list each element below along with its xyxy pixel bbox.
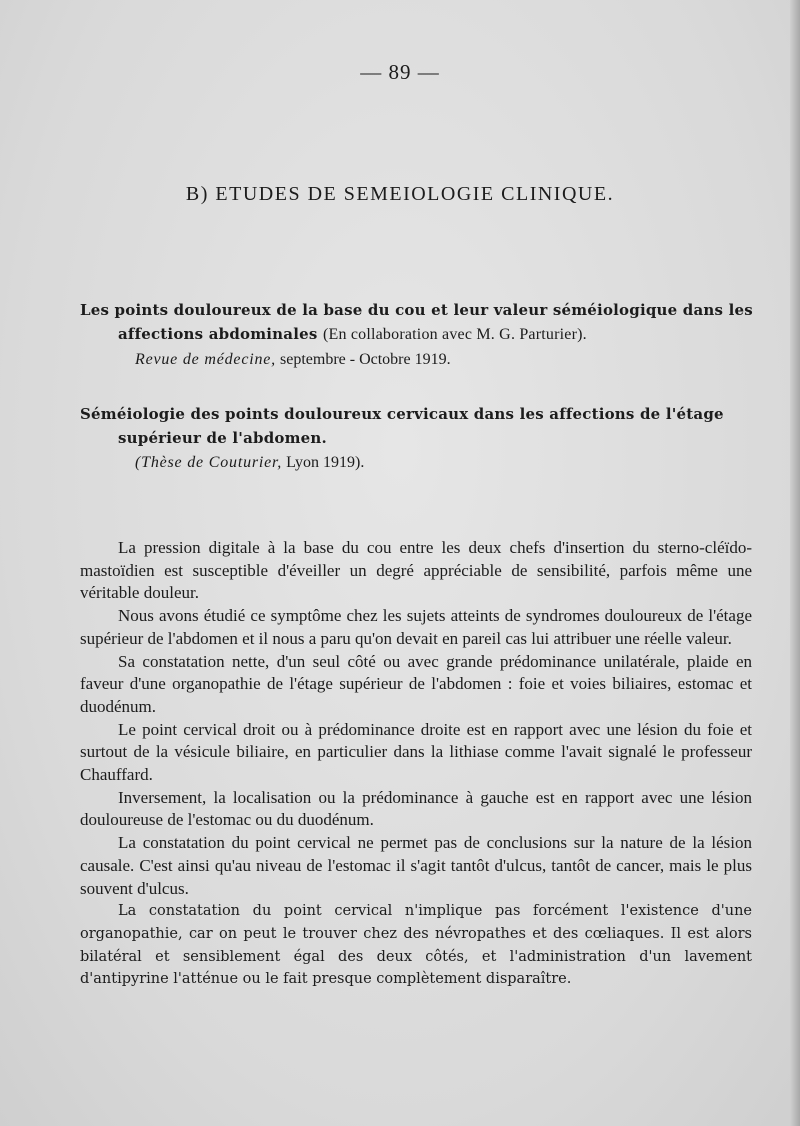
entry-title (80, 402, 755, 450)
page-number: — 89 — (360, 60, 440, 84)
section-heading: B) ETUDES DE SEMEIOLOGIE CLINIQUE. (185, 183, 615, 205)
entry-source (80, 347, 755, 373)
paragraph: Sa constatation nette, d'un seul côté ou avec grande prédominance unilatérale, plaide en faveur d'une organopathie de l'étage supérieur de l'abdomen : foie et voies biliaires, estomac et duodénum. (80, 651, 752, 716)
entry-source-detail: Lyon 1919). (286, 454, 365, 471)
entry-journal: (Thèse de Couturier, (135, 454, 283, 471)
paragraph: La constatation du point cervical n'implique pas forcément l'existence d'une organopathie, car on peut le trouver chez des névropathes et des cœliaques. Il est alors bilatéral et sensiblement égal des deux côtés, et l'administration d'un lavement d'antipyrine l'atténue ou le fait presque complètement disparaître. (80, 903, 752, 988)
entry-source (80, 450, 755, 476)
entry-title-text: Séméiologie des points douloureux cervicaux dans les affections de l'étage supérieur de l'abdomen. (80, 405, 724, 447)
entry-source-detail: septembre - Octobre 1919. (280, 351, 451, 368)
paragraph: La constatation du point cervical ne permet pas de conclusions sur la nature de la lésion causale. C'est ainsi qu'au niveau de l'estomac il s'agit tantôt d'ulcus, tantôt de cancer, mais le plus souvent d'ulcus. (80, 833, 752, 898)
page-edge-shadow (790, 0, 800, 1126)
bibliography-entry (80, 402, 755, 476)
summary-body (80, 537, 752, 991)
entry-journal: Revue de médecine, (135, 351, 276, 368)
entry-collaboration: (En collaboration avec M. G. Parturier). (322, 326, 587, 343)
paragraph: Le point cervical droit ou à prédominance droite est en rapport avec une lésion du foie et surtout de la vésicule biliaire, en particulier dans la lithiase comme l'avait signalé le professeur Chauffard. (80, 719, 752, 785)
entry-title-text: Les points douloureux de la base du cou et leur valeur séméiologique dans les affections abdominales (80, 301, 753, 343)
paragraph: La pression digitale à la base du cou entre les deux chefs d'insertion du sterno-cléïdo-mastoïdien est susceptible d'éveiller un degré appréciable de sensibilité, parfois même une véritable douleur. (80, 538, 752, 603)
paragraph: Inversement, la localisation ou la prédominance à gauche est en rapport avec une lésion douloureuse de l'estomac ou du duodénum. (80, 787, 752, 830)
entry-title (80, 298, 755, 347)
paragraph: Nous avons étudié ce symptôme chez les sujets atteints de syndromes douloureux de l'étage supérieur de l'abdomen et il nous a paru qu'on devait en pareil cas lui attribuer une réelle valeur. (80, 606, 752, 648)
bibliography-entry (80, 298, 755, 373)
